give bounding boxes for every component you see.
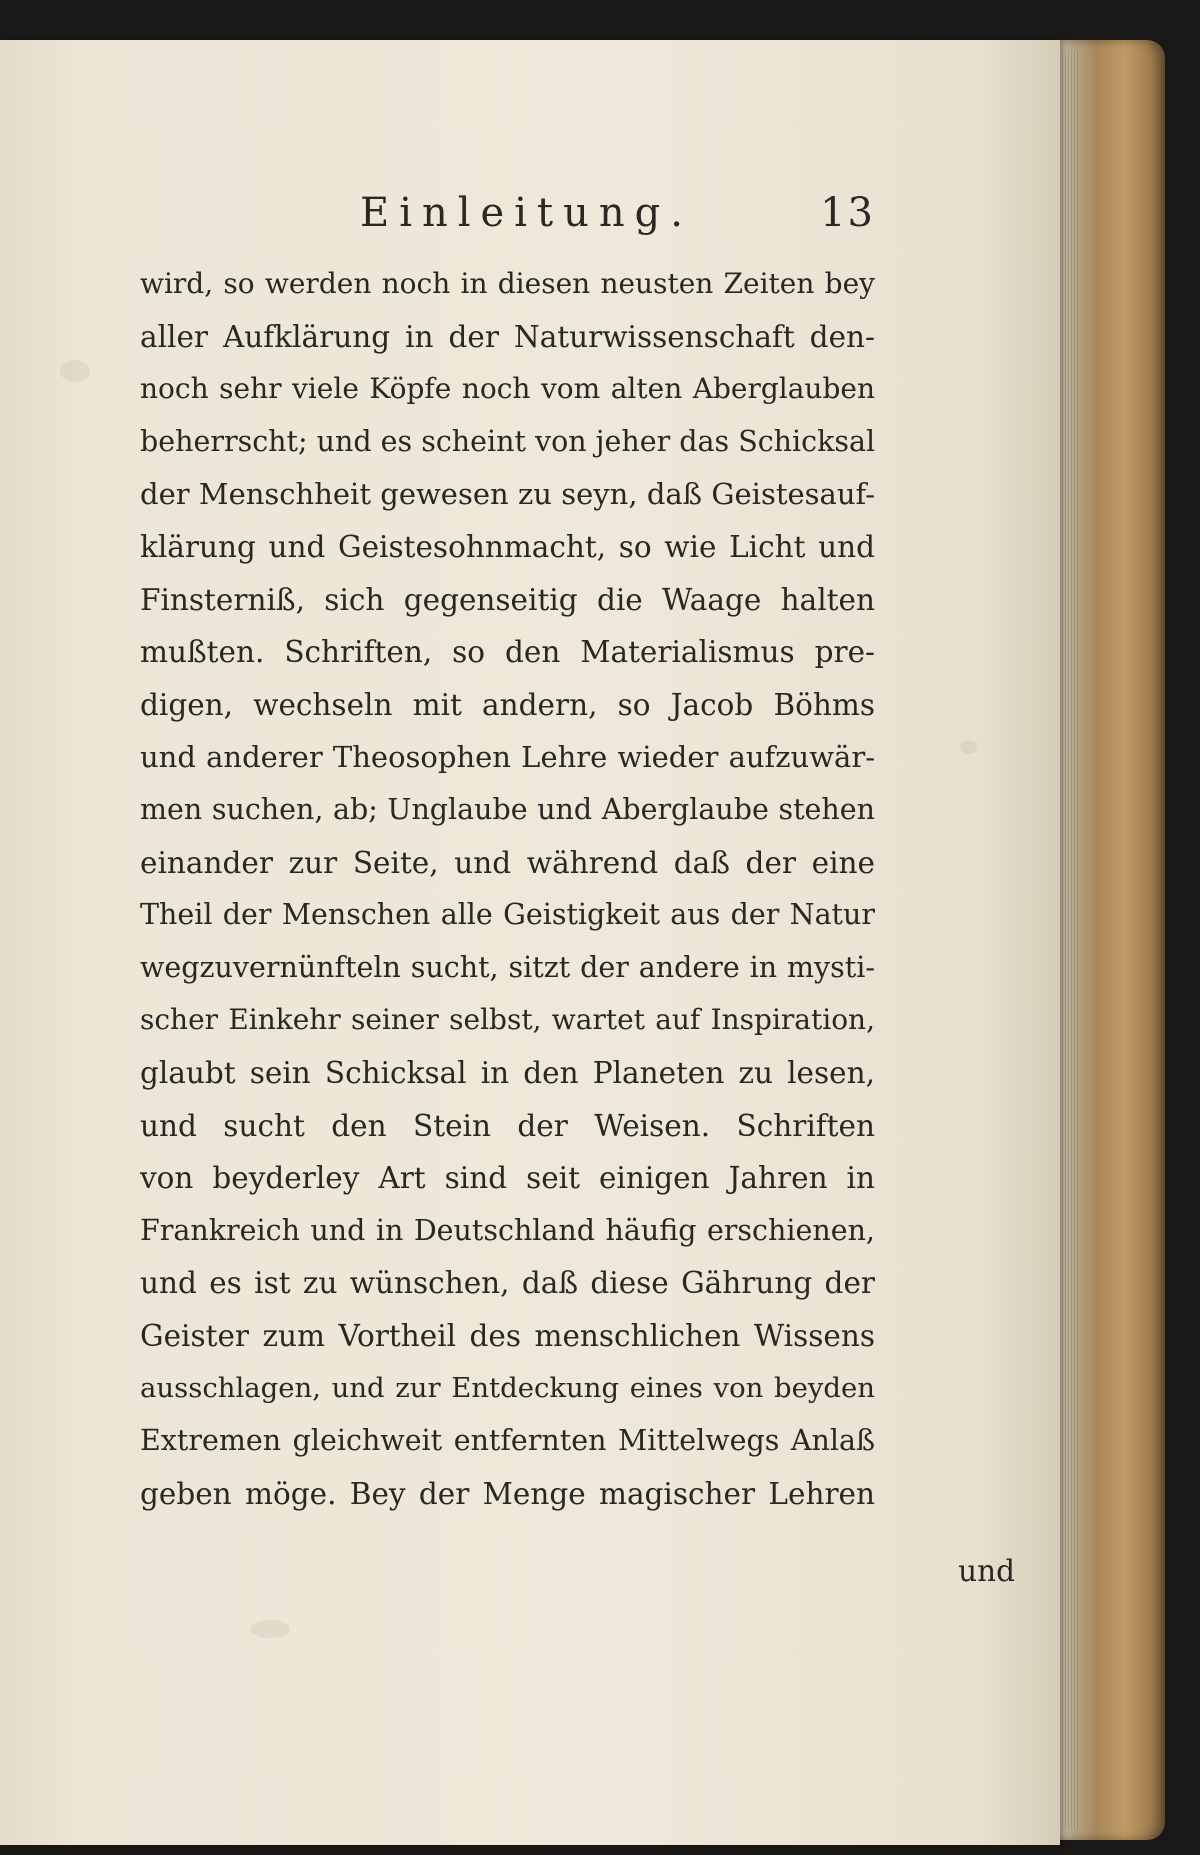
- page-number: 13: [820, 190, 875, 236]
- text-line: scher Einkehr seiner selbst, wartet auf Inspiration,: [140, 1003, 875, 1037]
- text-line: Geister zum Vortheil des menschlichen Wissens: [140, 1318, 875, 1353]
- text-line: geben möge. Bey der Menge magischer Lehren: [140, 1476, 875, 1511]
- text-line: aller Aufklärung in der Naturwissenschaft den-: [140, 319, 875, 354]
- page-header: [140, 182, 875, 252]
- text-line: wegzuvernünfteln sucht, sitzt der andere in mysti-: [140, 950, 875, 984]
- catchword: und: [958, 1554, 1015, 1588]
- paper-stain: [960, 740, 978, 754]
- text-line: ausschlagen, und zur Entdeckung eines von beyden: [140, 1372, 875, 1405]
- text-line: mußten. Schriften, so den Materialismus pre-: [140, 635, 875, 670]
- text-line: und sucht den Stein der Weisen. Schriften: [140, 1108, 875, 1143]
- text-line: und anderer Theosophen Lehre wieder aufzuwär-: [140, 740, 875, 775]
- text-line: digen, wechseln mit andern, so Jacob Böhms: [140, 687, 875, 722]
- text-line: Extremen gleichweit entfernten Mittelwegs Anlaß: [140, 1424, 875, 1458]
- paper-stain: [60, 360, 90, 382]
- text-line: der Menschheit gewesen zu seyn, daß Geistesauf-: [140, 477, 875, 512]
- text-line: und es ist zu wünschen, daß diese Gährung der: [140, 1266, 875, 1301]
- text-line: Finsterniß, sich gegenseitig die Waage halten: [140, 582, 875, 617]
- text-line: Frankreich und in Deutschland häufig erschienen,: [140, 1213, 875, 1247]
- running-title: Einleitung.: [360, 190, 693, 236]
- text-line: von beyderley Art sind seit einigen Jahren in: [140, 1161, 875, 1196]
- text-line: Theil der Menschen alle Geistigkeit aus der Natur: [140, 898, 875, 932]
- text-line: glaubt sein Schicksal in den Planeten zu lesen,: [140, 1055, 875, 1090]
- text-line: beherrscht; und es scheint von jeher das Schicksal: [140, 424, 876, 458]
- body-text: [140, 258, 875, 1520]
- text-line: wird, so werden noch in diesen neusten Zeiten bey: [140, 267, 875, 300]
- text-line: men suchen, ab; Unglaube und Aberglaube stehen: [140, 792, 875, 826]
- text-line: noch sehr viele Köpfe noch vom alten Aberglauben: [140, 372, 875, 406]
- text-line: einander zur Seite, und während daß der eine: [140, 845, 875, 880]
- paper-stain: [250, 1620, 290, 1638]
- text-line: klärung und Geistesohnmacht, so wie Licht und: [140, 529, 875, 564]
